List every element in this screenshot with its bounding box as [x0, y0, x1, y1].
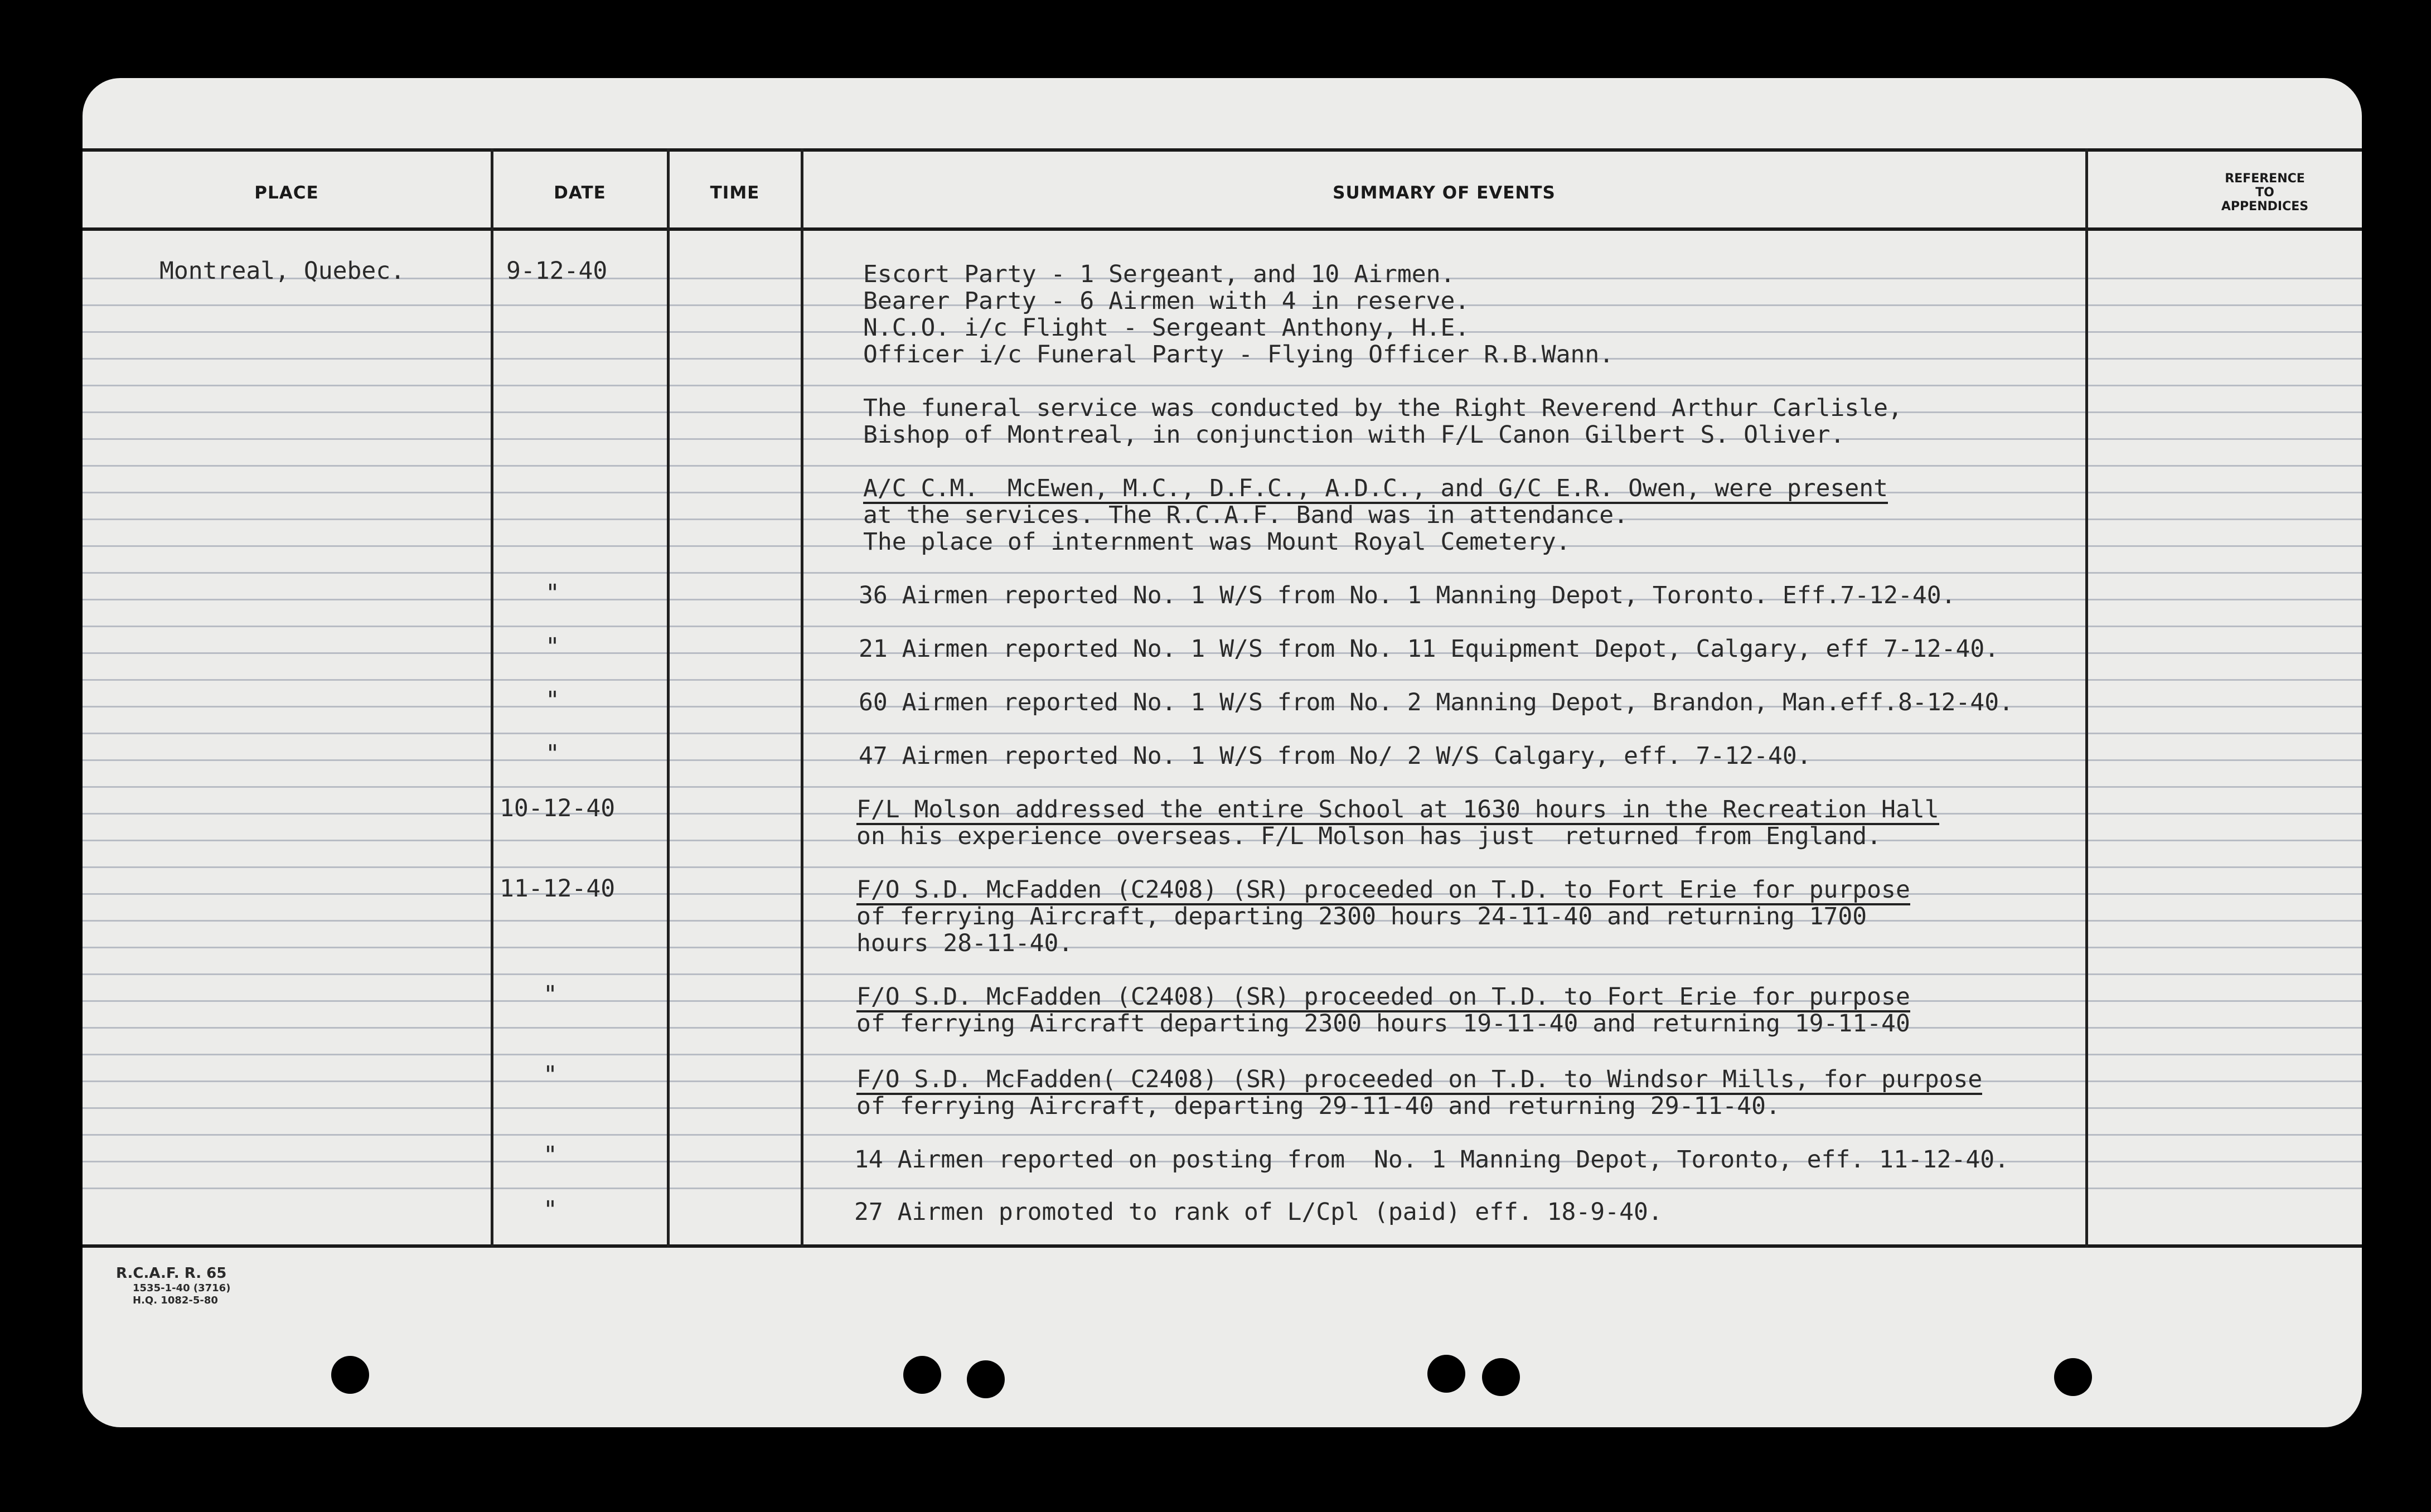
header-place: PLACE	[254, 183, 319, 203]
column-divider-date-time	[667, 148, 670, 1248]
event-line: 60 Airmen reported No. 1 W/S from No. 2 Manning Depot, Brandon, Man.eff.8-12-40.	[859, 689, 2014, 716]
date-ditto-mark: "	[545, 686, 560, 714]
event-line: on his experience overseas. F/L Molson has just returned from England.	[856, 822, 1882, 850]
event-line: F/O S.D. McFadden (C2408) (SR) proceeded on T.D. to Fort Erie for purpose	[856, 983, 1910, 1012]
event-line: 27 Airmen promoted to rank of L/Cpl (paid) eff. 18-9-40.	[854, 1198, 1663, 1226]
date-ditto-mark: "	[545, 633, 560, 661]
event-line: hours 28-11-40.	[856, 929, 1073, 957]
event-line: 21 Airmen reported No. 1 W/S from No. 11 Equipment Depot, Calgary, eff 7-12-40.	[859, 635, 1999, 663]
ruled-line	[83, 626, 2362, 627]
header-time: TIME	[710, 183, 760, 203]
event-line: F/O S.D. McFadden (C2408) (SR) proceeded on T.D. to Fort Erie for purpose	[856, 876, 1910, 905]
header-reference-line: TO	[2255, 186, 2274, 200]
ruled-line	[83, 866, 2362, 868]
ruled-line	[83, 973, 2362, 975]
ruled-line	[83, 786, 2362, 788]
date-ditto-mark: "	[545, 579, 560, 607]
header-reference-line: APPENDICES	[2221, 200, 2309, 214]
date-ditto-mark: "	[543, 1141, 558, 1169]
header-reference-to-appendices	[2168, 172, 2362, 214]
event-line: The place of internment was Mount Royal Cemetery.	[863, 528, 1571, 556]
ruled-line	[83, 1134, 2362, 1136]
event-line: of ferrying Aircraft, departing 2300 hours 24-11-40 and returning 1700	[856, 903, 1867, 931]
binder-hole	[967, 1360, 1005, 1398]
diary-form-card	[83, 78, 2362, 1427]
form-code: R.C.A.F. R. 65	[116, 1265, 227, 1282]
column-divider-time-summary	[801, 148, 803, 1248]
form-code-block	[116, 1264, 230, 1307]
ruled-line	[83, 465, 2362, 467]
event-line: at the services. The R.C.A.F. Band was in attendance.	[863, 501, 1629, 529]
event-line: 47 Airmen reported No. 1 W/S from No/ 2 W/S Calgary, eff. 7-12-40.	[859, 742, 1812, 770]
ruled-line	[83, 1054, 2362, 1055]
event-line: F/O S.D. McFadden( C2408) (SR) proceeded on T.D. to Windsor Mills, for purpose	[856, 1066, 1982, 1095]
event-line: F/L Molson addressed the entire School at 1630 hours in the Recreation Hall	[856, 796, 1939, 825]
header-top-rule	[83, 148, 2362, 152]
column-divider-summary-reference	[2085, 148, 2088, 1248]
event-line: 36 Airmen reported No. 1 W/S from No. 1 Manning Depot, Toronto. Eff.7-12-40.	[859, 581, 1956, 609]
event-line: N.C.O. i/c Flight - Sergeant Anthony, H.E.	[863, 314, 1470, 342]
event-line: A/C C.M. McEwen, M.C., D.F.C., A.D.C., and G/C E.R. Owen, were present	[863, 475, 1888, 504]
date-cell: 9-12-40	[506, 257, 608, 285]
table-bottom-rule	[83, 1244, 2362, 1248]
event-line: Bearer Party - 6 Airmen with 4 in reserve.	[863, 287, 1470, 315]
form-hq-code: H.Q. 1082-5-80	[133, 1295, 218, 1306]
form-print-code: 1535-1-40 (3716)	[133, 1282, 231, 1294]
date-ditto-mark: "	[545, 740, 560, 768]
event-line: of ferrying Aircraft departing 2300 hours 19-11-40 and returning 19-11-40	[856, 1010, 1910, 1038]
ruled-line	[83, 385, 2362, 386]
binder-hole	[2054, 1358, 2092, 1396]
column-divider-place-date	[491, 148, 493, 1248]
header-bottom-rule	[83, 227, 2362, 231]
ruled-line	[83, 947, 2362, 948]
ruled-line	[83, 679, 2362, 681]
binder-hole	[331, 1356, 369, 1394]
place-cell: Montreal, Quebec.	[159, 257, 405, 285]
event-line: of ferrying Aircraft, departing 29-11-40 and returning 29-11-40.	[856, 1092, 1780, 1120]
binder-hole	[903, 1356, 941, 1394]
ruled-line	[83, 733, 2362, 734]
ruled-line	[83, 1188, 2362, 1189]
header-reference-line: REFERENCE	[2225, 172, 2305, 186]
date-cell: 10-12-40	[500, 794, 616, 822]
binder-hole	[1482, 1358, 1520, 1396]
ruled-line	[83, 572, 2362, 574]
date-ditto-mark: "	[543, 1196, 558, 1224]
event-line: 14 Airmen reported on posting from No. 1 Manning Depot, Toronto, eff. 11-12-40.	[854, 1146, 2009, 1174]
date-ditto-mark: "	[543, 1061, 558, 1089]
binder-hole	[1427, 1355, 1465, 1393]
event-line: The funeral service was conducted by the Right Reverend Arthur Carlisle,	[863, 394, 1902, 422]
date-ditto-mark: "	[543, 981, 558, 1009]
event-line: Escort Party - 1 Sergeant, and 10 Airmen.	[863, 260, 1455, 288]
header-summary-of-events: SUMMARY OF EVENTS	[1333, 183, 1556, 203]
date-cell: 11-12-40	[500, 875, 616, 903]
event-line: Officer i/c Funeral Party - Flying Officer R.B.Wann.	[863, 341, 1614, 369]
event-line: Bishop of Montreal, in conjunction with F/L Canon Gilbert S. Oliver.	[863, 421, 1845, 449]
header-date: DATE	[554, 183, 606, 203]
